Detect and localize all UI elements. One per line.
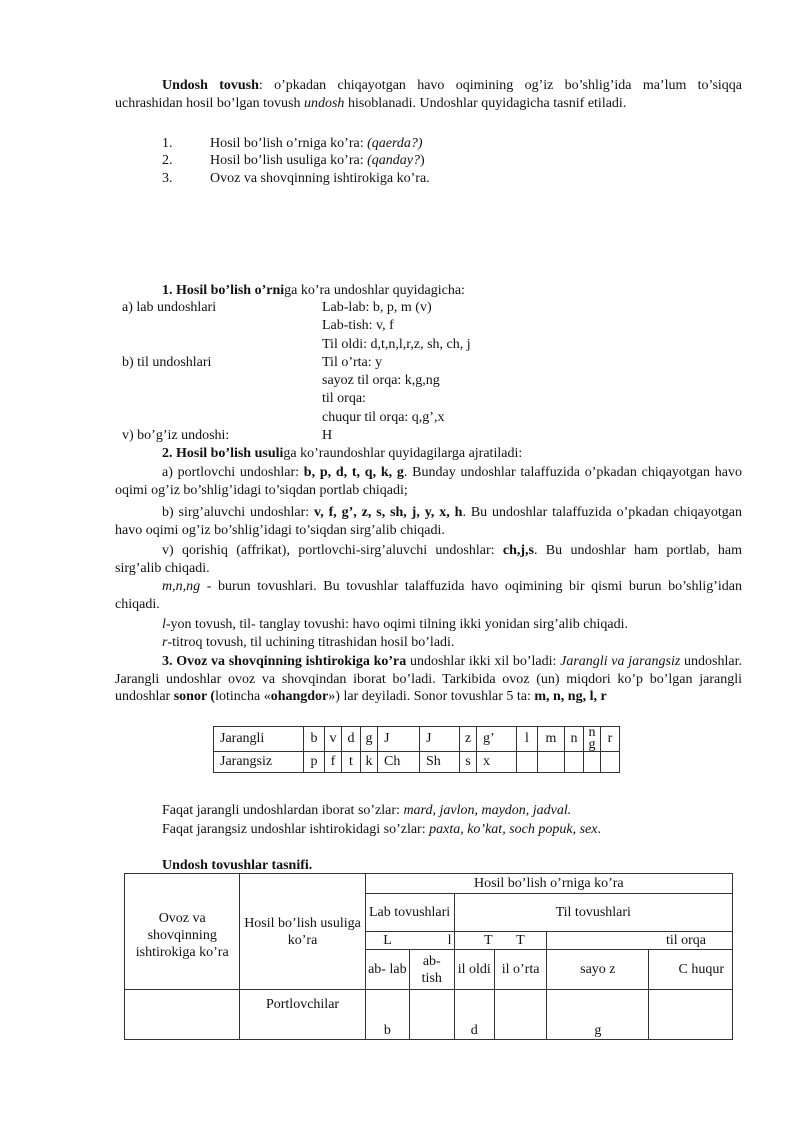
classification-title: Undosh tovushlar tasnifi. (162, 858, 313, 873)
voiced-voiceless-table (213, 726, 620, 773)
table-row: Jarangli b v d g J J z g’ l m n n g r (214, 727, 620, 752)
method-v: v) qorishiq (affrikat), portlovchi-sirg’aluvchi undoshlar: ch,j,s. Bu undoshlar ham portlab, ham sirg’alib chiqadi. (115, 543, 742, 576)
place-right: Til o’rta: y (322, 355, 383, 370)
place-right: sayoz til orqa: k,g,ng (322, 373, 440, 388)
voice-paragraph: 3. Ovoz va shovqinning ishtirokiga ko’ra undoshlar ikki xil bo’ladi: Jarangli va jarangsiz undoshlar. Jarangli undoshlar ovoz va shovqindan iborat bo’ladi. Tarkibida ovoz (un) miqdori ko’p bo’lgan jarangli undoshlar sonor (lotincha «ohangdor») lar deyiladi. Sonor tovushlar 5 ta: m, n, ng, l, r (115, 654, 742, 704)
classification-table (124, 873, 733, 1040)
list-item-text: Hosil bo’lish usuliga ko’ra: (qanday?) (210, 153, 425, 168)
place-right: Lab-lab: b, p, m (v) (322, 300, 432, 315)
table-row: Lab tovushlari Til tovushlari (125, 894, 733, 932)
method-lateral: l-yon tovush, til- tanglay tovushi: havo oqimi tilning ikki yonidan sirg’alib chiqadi. (162, 617, 628, 632)
list-item: 2. (162, 153, 173, 168)
table-row: Jarangsiz p f t k Ch Sh s x (214, 752, 620, 773)
section-heading-place: 1. Hosil bo’lish o’rniga ko’ra undoshlar quyidagicha: (162, 283, 465, 298)
method-nasal: m,n,ng - burun tovushlari. Bu tovushlar talaffuzida havo oqimining bir qismi burun bo’shlig’idan chiqadi. (115, 579, 742, 612)
place-left: b) til undoshlari (122, 355, 212, 370)
place-left: v) bo’g’iz undoshi: (122, 428, 230, 443)
place-right: H (322, 428, 333, 443)
method-b: b) sirg’aluvchi undoshlar: v, f, g’, z, s, sh, j, y, x, h. Bu undoshlar talaffuzida o’pkadan chiqayotgan havo oqimi og’iz bo’shlig’idagi to’siqdan sirg’alib chiqadi. (115, 505, 742, 538)
table-row: ab- lab ab- tish il oldi il o’rta sayo z C huqur (125, 950, 733, 990)
place-right: Lab-tish: v, f (322, 318, 394, 333)
place-right: Til oldi: d,t,n,l,r,z, sh, ch, j (322, 337, 471, 352)
list-item-text: Ovoz va shovqinning ishtirokiga ko’ra. (210, 171, 430, 186)
examples-voiceless: Faqat jarangsiz undoshlar ishtirokidagi so’zlar: paxta, ko’kat, soch popuk, sex. (162, 822, 601, 837)
section-heading-method: 2. Hosil bo’lish usuliga ko’raundoshlar quyidagilarga ajratiladi: (162, 446, 523, 461)
examples-voiced: Faqat jarangli undoshlardan iborat so’zlar: mard, javlon, maydon, jadval. (162, 803, 572, 818)
table-row: Portlovchilar b d g (125, 990, 733, 1040)
place-right: til orqa: (322, 391, 366, 406)
list-item-text: Hosil bo’lish o’rniga ko’ra: (qaerda?) (210, 136, 423, 151)
place-left: a) lab undoshlari (122, 300, 217, 315)
list-item: 3. (162, 171, 173, 186)
method-trill: r-titroq tovush, til uchining titrashidan hosil bo’ladi. (162, 635, 455, 650)
intro-paragraph: Undosh tovush: o’pkadan chiqayotgan havo oqimining og’iz bo’shlig’ida ma’lum to’siqqa uchrashidan hosil bo’lgan tovush undosh hisoblanadi. Undoshlar quyidagicha tasnif etiladi. (115, 78, 742, 111)
intro-term: Undosh tovush (162, 78, 259, 93)
place-right: chuqur til orqa: q,g’,x (322, 410, 445, 425)
table-row: L l T T til orqa (125, 932, 733, 950)
list-item: 1. (162, 136, 173, 151)
method-a: a) portlovchi undoshlar: b, p, d, t, q, k, g. Bunday undoshlar talaffuzida o’pkadan chiqayotgan havo oqimi og’iz bo’shlig’idagi to’siqdan portlab chiqadi; (115, 465, 742, 498)
table-row: Ovoz va shovqinning ishtirokiga ko’ra Hosil bo’lish usuliga ko’ra Hosil bo’lish o’rniga ko’ra (125, 874, 733, 894)
